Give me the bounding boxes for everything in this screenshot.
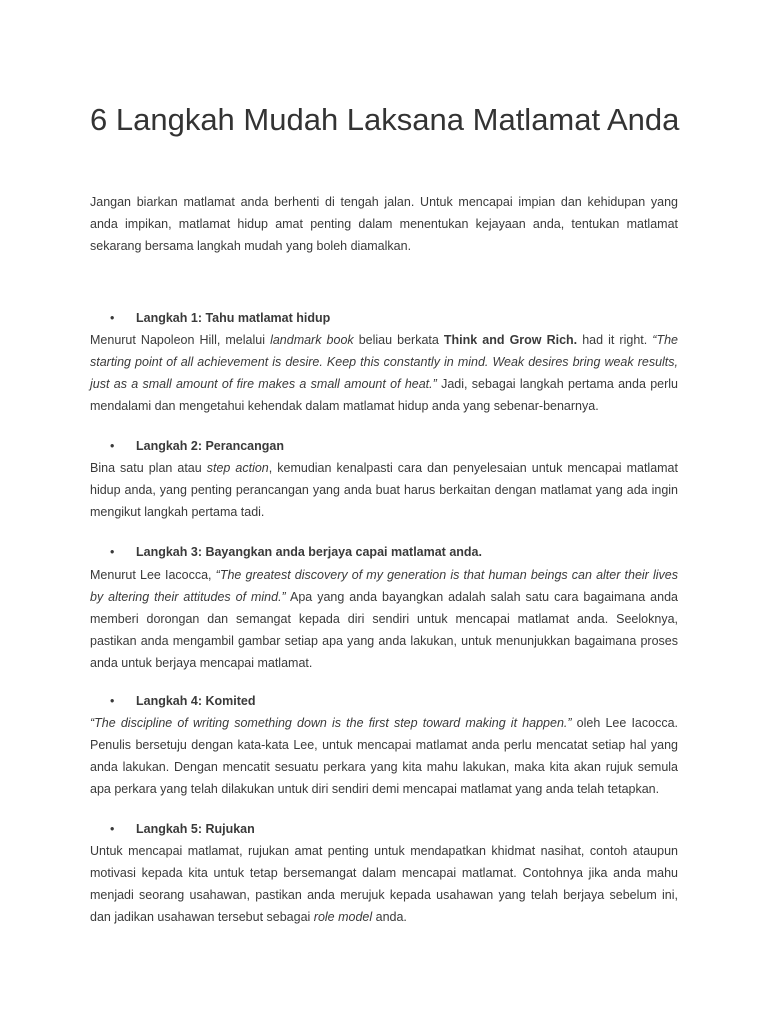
bullet-icon: • xyxy=(110,311,115,325)
step-2-text-b: , kemudian kenalpasti cara dan penyelesaian untuk mencapai matlamat hidup anda, yang penting perancangan yang anda buat harus berkaitan dengan matlamat yang ada ingin mengikut langkah pertama tadi. xyxy=(90,461,678,519)
step-1-text-c: had it right. xyxy=(577,333,653,347)
step-5-heading-label: Langkah 5: Rujukan xyxy=(136,822,255,836)
step-4-heading-label: Langkah 4: Komited xyxy=(136,694,256,708)
step-5-heading xyxy=(110,819,255,839)
step-5-emphasis-a: role model xyxy=(313,910,373,924)
bullet-icon: • xyxy=(110,439,115,453)
bullet-icon: • xyxy=(110,694,115,708)
step-3-text-b: Apa yang anda bayangkan adalah salah satu cara bagaimana anda memberi dorongan dan semangat kepada diri sendiri untuk mencapai matlamat anda. Seeloknya, pastikan anda mengambil gambar setiap apa yang anda lakukan, untuk menunjukkan bagaimana proses anda untuk berjaya mencapai matlamat. xyxy=(90,590,678,670)
step-5-paragraph xyxy=(90,840,678,928)
step-1-heading xyxy=(110,308,331,328)
step-5-text-a: Untuk mencapai matlamat, rujukan amat penting untuk mendapatkan khidmat nasihat, contoh ataupun motivasi kepada kita untuk tetap bersemangat dalam mencapai matlamat. Contohnya jika anda mahu menjadi seorang usahawan, pastikan anda merujuk kepada usahawan yang telah berjaya sebelum ini, dan jadikan usahawan tersebut sebagai xyxy=(90,844,678,924)
step-3-heading-label: Langkah 3: Bayangkan anda berjaya capai matlamat anda. xyxy=(136,545,482,559)
step-4-quote: “The discipline of writing something down is the first step toward making it happen.” xyxy=(90,716,572,730)
bullet-icon: • xyxy=(110,822,115,836)
step-2-text-a: Bina satu plan atau xyxy=(90,461,207,475)
step-4-heading xyxy=(110,691,256,711)
step-4-paragraph xyxy=(90,712,678,800)
step-1-text-b: beliau berkata xyxy=(353,333,444,347)
page-title: 6 Langkah Mudah Laksana Matlamat Anda xyxy=(90,102,680,137)
step-3-quote: “The greatest discovery of my generation is that human beings can alter their lives by altering their attitudes of mind.” xyxy=(90,568,678,604)
step-1-heading-label: Langkah 1: Tahu matlamat hidup xyxy=(136,311,331,325)
step-3-text-a: Menurut Lee Iacocca, xyxy=(90,568,216,582)
step-2-heading-label: Langkah 2: Perancangan xyxy=(136,439,284,453)
step-1-book-title: Think and Grow Rich. xyxy=(443,333,578,347)
step-2-paragraph xyxy=(90,457,678,523)
step-1-text-a: Menurut Napoleon Hill, melalui xyxy=(90,333,271,347)
step-3-heading xyxy=(110,542,482,562)
step-2-emphasis-a: step action xyxy=(206,461,269,475)
step-3-paragraph xyxy=(90,564,678,674)
step-1-paragraph xyxy=(90,329,678,417)
intro-paragraph: Jangan biarkan matlamat anda berhenti di tengah jalan. Untuk mencapai impian dan kehidupan yang anda impikan, matlamat hidup amat penting dalam menentukan kejayaan anda, tentukan matlamat sekarang bersama langkah mudah yang boleh diamalkan. xyxy=(90,195,678,253)
step-5-text-b: anda. xyxy=(372,910,407,924)
bullet-icon: • xyxy=(110,545,115,559)
step-2-heading xyxy=(110,436,284,456)
step-4-text-a: oleh Lee Iacocca. Penulis bersetuju dengan kata-kata Lee, untuk mencapai matlamat anda perlu mencatat setiap hal yang anda lakukan. Dengan mencatit sesuatu perkara yang kita mahu lakukan, maka kita akan rujuk semula apa perkara yang telah dilakukan untuk diri sendiri demi mencapai matlamat yang anda telah tetapkan. xyxy=(90,716,678,796)
step-1-text-d: Jadi, sebagai langkah pertama anda perlu mendalami dan mengetahui kehendak dalam matlamat hidup anda yang sebenar-benarnya. xyxy=(90,377,678,413)
step-1-quote: “The starting point of all achievement is desire. Keep this constantly in mind. Weak desires bring weak results, just as a small amount of fire makes a small amount of heat.” xyxy=(90,333,678,391)
step-1-emphasis-a: landmark book xyxy=(270,333,354,347)
